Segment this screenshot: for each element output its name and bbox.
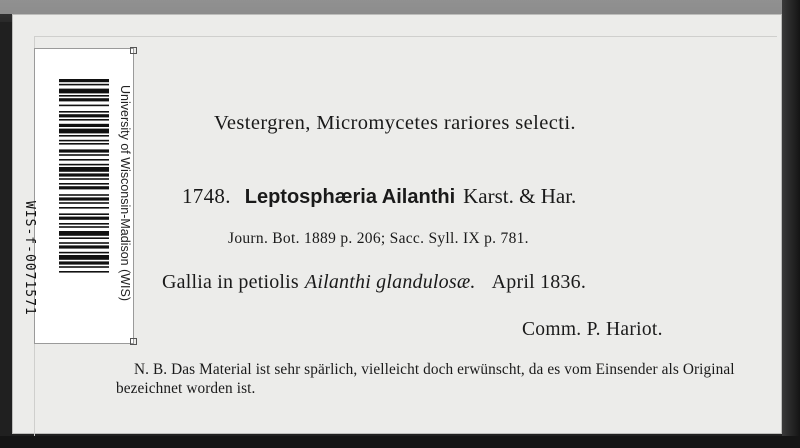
corner-mark-icon: [130, 47, 137, 54]
literature-references: Journ. Bot. 1889 p. 206; Sacc. Syll. IX p. 781.: [228, 230, 529, 247]
locality-line: [162, 271, 586, 294]
species-name: Leptosphæria Ailanthi: [244, 186, 456, 208]
right-edge-shadow: [782, 0, 800, 448]
species-authority: Karst. & Har.: [463, 184, 577, 208]
barcode-label: [22, 48, 134, 344]
collection-date: April 1836.: [491, 271, 587, 293]
barcode-institution: University of Wisconsin-Madison (WIS): [118, 85, 132, 302]
host-name: Ailanthi glandulosæ.: [304, 271, 476, 293]
exsiccata-number: 1748.: [182, 184, 231, 208]
barcode-icon: [59, 79, 109, 343]
bottom-edge-shadow: [0, 436, 800, 448]
taxon-line: [182, 184, 576, 209]
paper-edge: [0, 0, 800, 14]
herbarium-label-card: [12, 14, 782, 434]
collector: Comm. P. Hariot.: [522, 319, 663, 340]
series-title: Vestergren, Micromycetes rariores selecti.: [214, 112, 576, 134]
note-paragraph: [116, 360, 766, 398]
note-text: N. B. Das Material ist sehr spärlich, vielleicht doch erwünscht, da es vom Einsender als Original bezeichnet worden ist.: [116, 361, 735, 397]
locality-text: Gallia in petiolis: [162, 271, 299, 293]
barcode-code: WIS-f-0071571: [22, 201, 37, 316]
